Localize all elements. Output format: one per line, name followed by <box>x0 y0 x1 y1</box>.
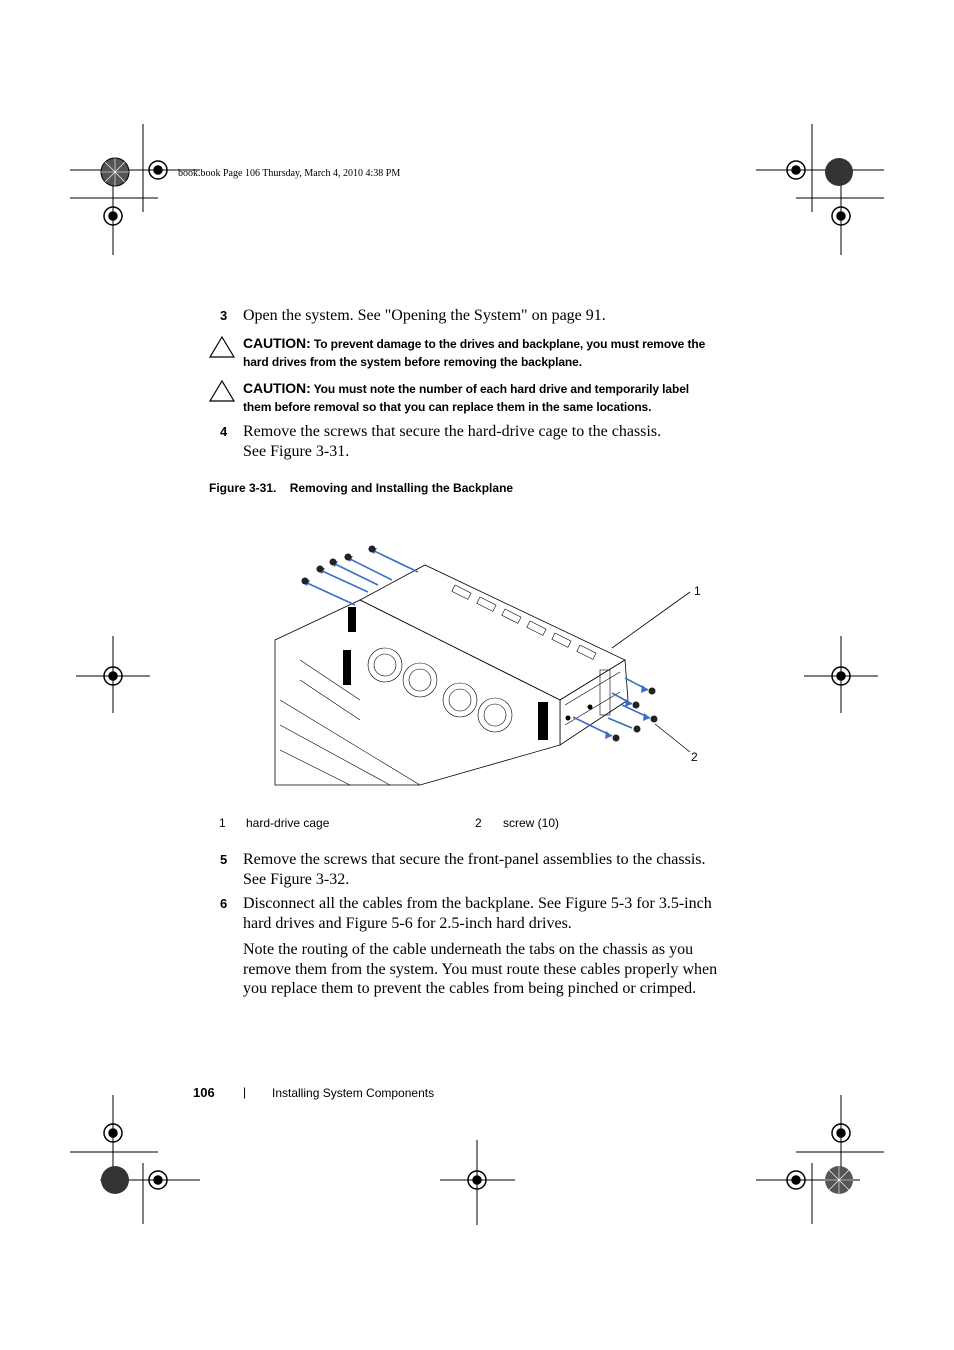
step-text-line: Remove the screws that secure the hard-drive cage to the chassis. <box>243 423 662 440</box>
figure-callout: 2 <box>691 750 698 764</box>
note-line: remove them from the system. You must route these cables properly when <box>243 960 718 978</box>
caution-text: them before removal so that you can replace them in the same locations. <box>243 400 652 414</box>
note-line: you replace them to prevent the cables from being pinched or crimped. <box>243 980 697 997</box>
caution-text: hard drives from the system before removing the backplane. <box>243 355 582 369</box>
legend-number: 1 <box>219 816 226 830</box>
figure-title: Figure 3-31. Removing and Installing the Backplane <box>209 481 514 495</box>
legend-label: hard-drive cage <box>246 816 330 830</box>
footer-separator: | <box>243 1085 247 1099</box>
file-header-note: book.book Page 106 Thursday, March 4, 2010 4:38 PM <box>178 168 401 179</box>
step-text <box>243 894 712 933</box>
caution-label: CAUTION: <box>243 380 311 396</box>
step-text-line: See Figure 3-31. <box>243 442 350 460</box>
footer-section-title: Installing System Components <box>272 1086 435 1100</box>
figure-callout: 1 <box>694 584 701 598</box>
caution-label: CAUTION: <box>243 335 311 351</box>
step-number: 4 <box>220 424 228 439</box>
step-text-line: Remove the screws that secure the front-panel assemblies to the chassis. <box>243 851 706 868</box>
note-line: Note the routing of the cable underneath the tabs on the chassis as you <box>243 941 694 958</box>
step-text-line: hard drives and Figure 5-6 for 2.5-inch hard drives. <box>243 914 572 932</box>
caution-text: To prevent damage to the drives and backplane, you must remove the <box>313 337 706 351</box>
page-number: 106 <box>193 1085 215 1100</box>
legend-label: screw (10) <box>503 816 560 830</box>
step-number: 3 <box>220 308 228 323</box>
step-text-line: Disconnect all the cables from the backplane. See Figure 5-3 for 3.5-inch <box>243 895 712 912</box>
note-paragraph <box>243 940 717 999</box>
step-text-line: See Figure 3-32. <box>243 870 350 888</box>
step-text <box>243 850 706 889</box>
caution-text: You must note the number of each hard drive and temporarily label <box>313 382 690 396</box>
step-text: Open the system. See "Opening the System" on page 91. <box>243 307 606 324</box>
step-number: 6 <box>220 896 228 911</box>
step-number: 5 <box>220 852 228 867</box>
legend-number: 2 <box>475 816 482 830</box>
